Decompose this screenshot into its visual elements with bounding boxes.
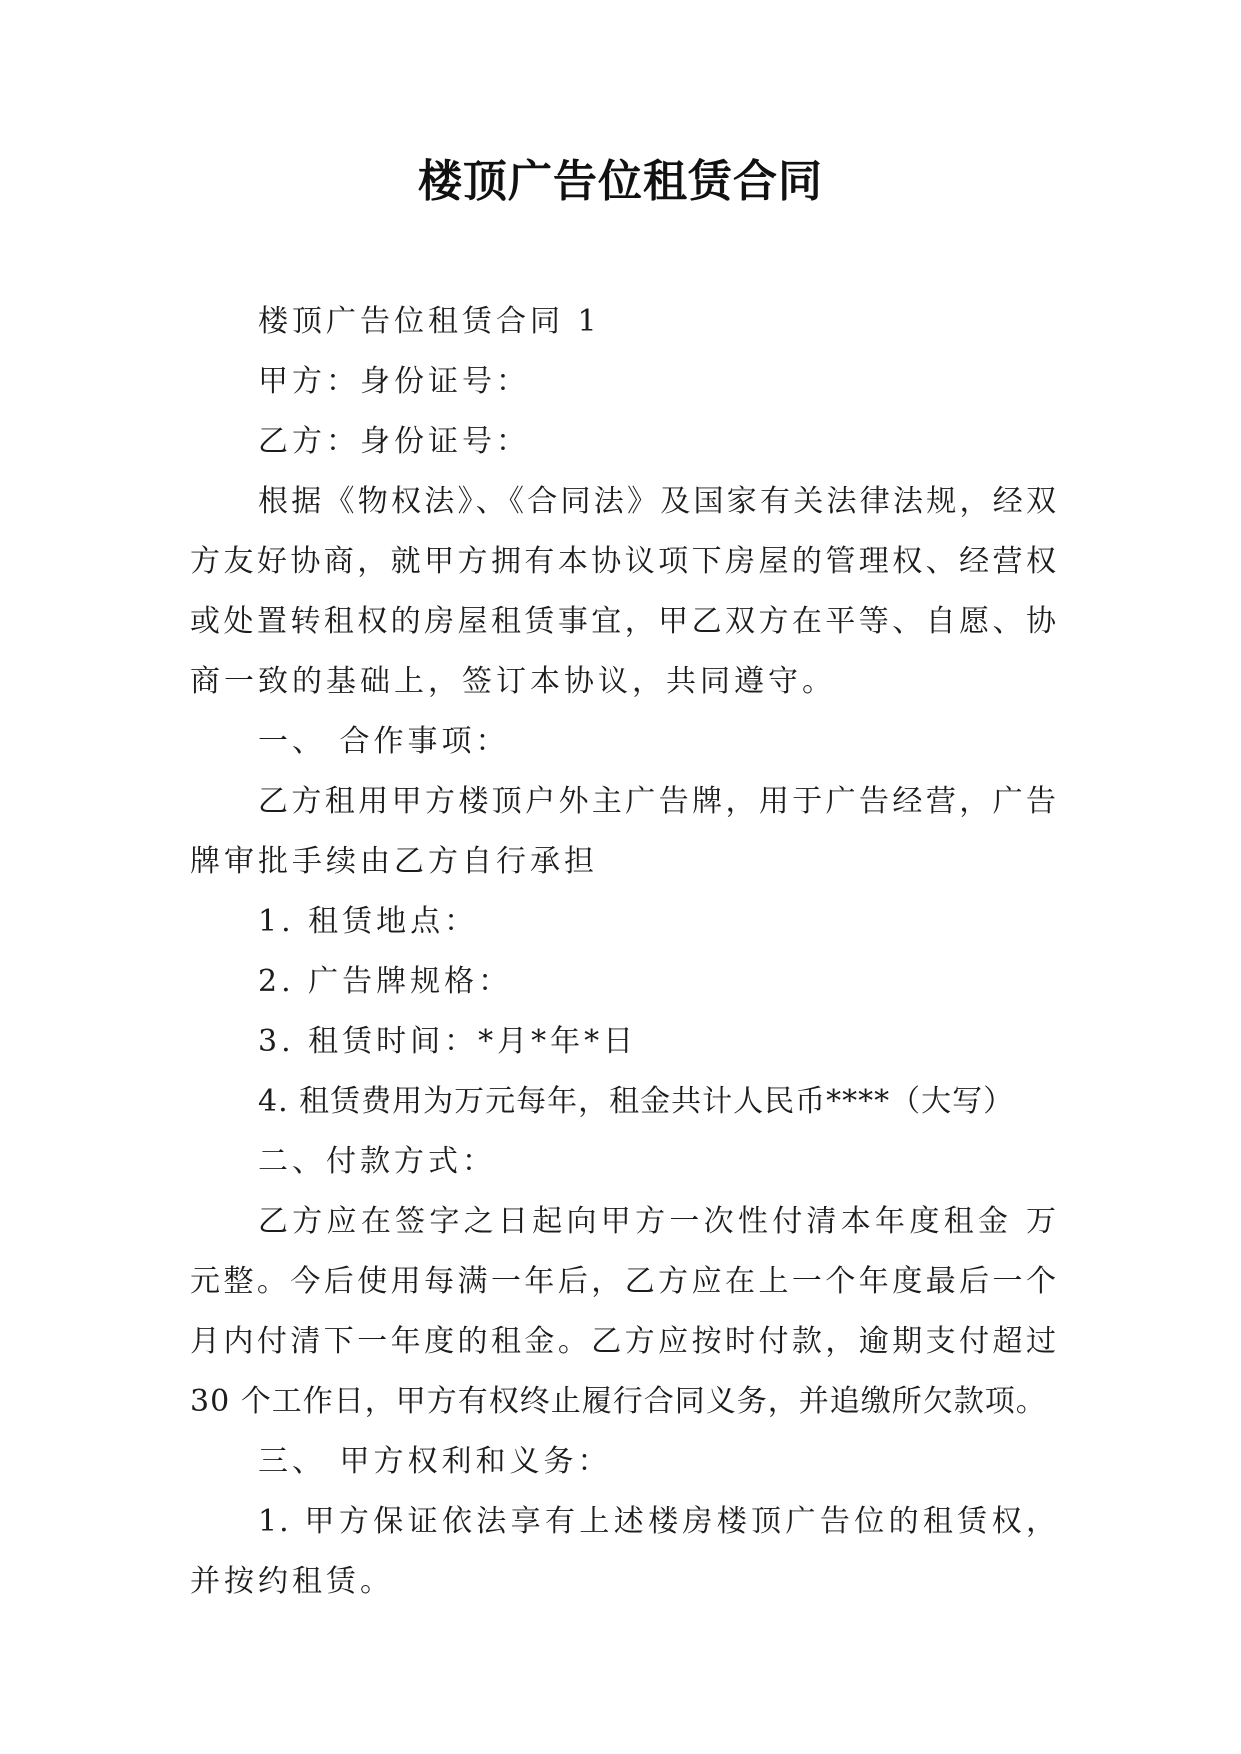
document-title: 楼顶广告位租赁合同 [418, 156, 823, 207]
party-a-line: 甲方：身份证号： [258, 364, 530, 399]
paragraph-line: 月内付清下一年度的租金。乙方应按时付款，逾期支付超过 [190, 1324, 1058, 1359]
paragraph-line: 30 个工作日，甲方有权终止履行合同义务，并追缴所欠款项。 [190, 1384, 1047, 1419]
paragraph-line: 方友好协商，就甲方拥有本协议项下房屋的管理权、经营权 [190, 544, 1058, 579]
paragraph-line: 商一致的基础上，签订本协议，共同遵守。 [190, 664, 836, 699]
list-item: 3. 租赁时间：*月*年*日 [258, 1024, 638, 1059]
list-item: 1. 租赁地点： [258, 904, 479, 939]
paragraph-line: 乙方应在签字之日起向甲方一次性付清本年度租金 万 [258, 1204, 1058, 1239]
paragraph-line: 并按约租赁。 [190, 1564, 394, 1599]
list-item: 1. 甲方保证依法享有上述楼房楼顶广告位的租赁权， [258, 1504, 1058, 1539]
section-heading-1: 一、 合作事项： [258, 724, 510, 759]
section-heading-3: 三、 甲方权利和义务： [258, 1444, 612, 1479]
contract-subtitle: 楼顶广告位租赁合同 1 [258, 304, 601, 339]
paragraph-line: 牌审批手续由乙方自行承担 [190, 844, 598, 879]
party-b-line: 乙方：身份证号： [258, 424, 530, 459]
document-body [190, 292, 1058, 1612]
paragraph-line: 或处置转租权的房屋租赁事宜，甲乙双方在平等、自愿、协 [190, 604, 1058, 639]
list-item: 4. 租赁费用为万元每年，租金共计人民币****（大写） [258, 1084, 1015, 1119]
paragraph-line: 根据《物权法》、《合同法》及国家有关法律法规，经双 [258, 484, 1058, 519]
paragraph-line: 乙方租用甲方楼顶户外主广告牌，用于广告经营，广告 [258, 784, 1058, 819]
section-heading-2: 二、付款方式： [258, 1144, 496, 1179]
paragraph-line: 元整。今后使用每满一年后，乙方应在上一个年度最后一个 [190, 1264, 1058, 1299]
list-item: 2. 广告牌规格： [258, 964, 513, 999]
